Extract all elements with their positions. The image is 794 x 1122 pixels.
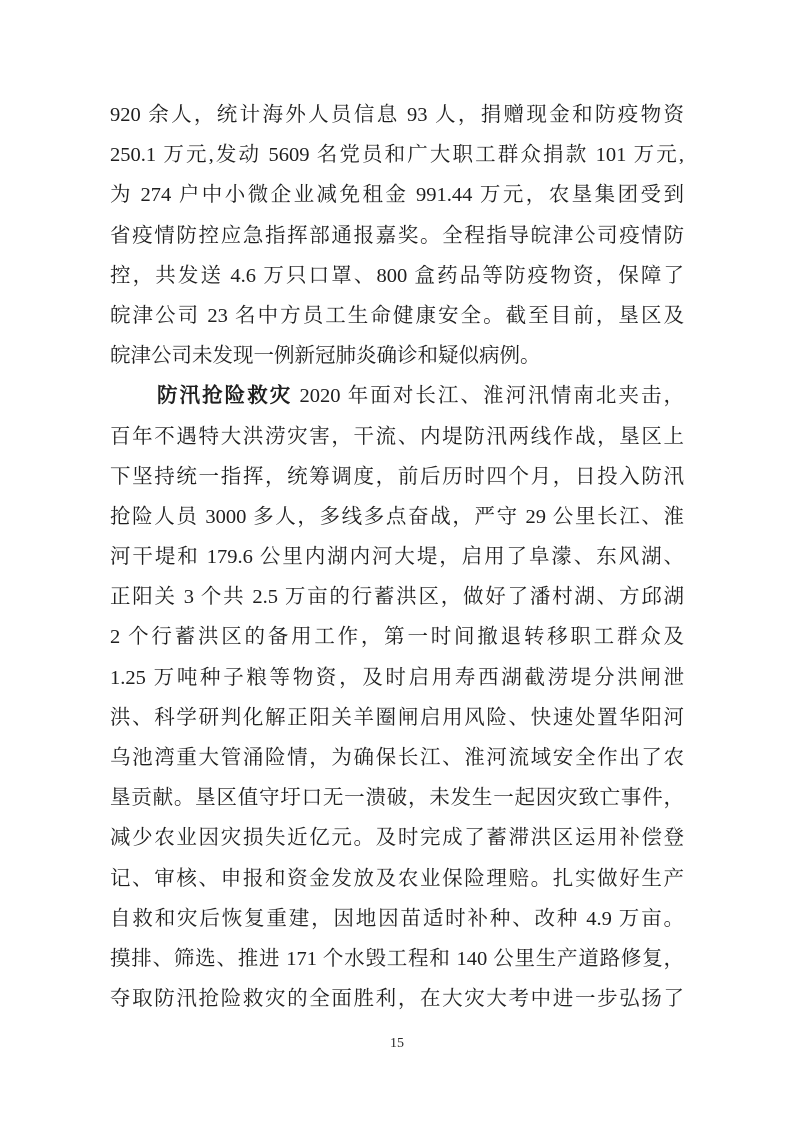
text-line: 百年不遇特大洪涝灾害，干流、内堤防汛两线作战，垦区上 xyxy=(110,425,684,448)
text-line: 河干堤和 179.6 公里内湖内河大堤，启用了阜濛、东风湖、 xyxy=(110,546,684,569)
paragraph-flood-control xyxy=(110,376,684,1019)
text-line: 控，共发送 4.6 万只口罩、800 盒药品等防疫物资，保障了 xyxy=(110,264,684,287)
text-line: 自救和灾后恢复重建，因地因苗适时补种、改种 4.9 万亩。 xyxy=(110,907,684,930)
text-line: 1.25 万吨种子粮等物资，及时启用寿西湖截涝堤分洪闸泄 xyxy=(110,666,684,689)
text-line: 摸排、筛选、推进 171 个水毁工程和 140 公里生产道路修复， xyxy=(110,947,684,970)
text-line: 正阳关 3 个共 2.5 万亩的行蓄洪区，做好了潘村湖、方邱湖 xyxy=(110,586,684,609)
text-line: 皖津公司未发现一例新冠肺炎确诊和疑似病例。 xyxy=(110,345,541,368)
text-line: 2 个行蓄洪区的备用工作，第一时间撤退转移职工群众及 xyxy=(110,626,684,649)
run-heading-rest: 2020 年面对长江、淮河汛情南北夹击， xyxy=(292,385,684,408)
text-line: 乌池湾重大管涌险情，为确保长江、淮河流域安全作出了农 xyxy=(110,747,684,769)
text-line: 省疫情防控应急指挥部通报嘉奖。全程指导皖津公司疫情防 xyxy=(110,224,684,247)
text-line: 250.1 万元,发动 5609 名党员和广大职工群众捐款 101 万元, xyxy=(110,144,684,167)
text-line: 下坚持统一指挥，统筹调度，前后历时四个月，日投入防汛 xyxy=(110,465,684,488)
text-line: 皖津公司 23 名中方员工生命健康安全。截至目前，垦区及 xyxy=(110,304,684,327)
run-section-heading: 防汛抢险救灾 xyxy=(157,385,293,408)
text-line: 抢险人员 3000 多人，多线多点奋战，严守 29 公里长江、淮 xyxy=(110,505,684,528)
text-line: 垦贡献。垦区值守圩口无一溃破，未发生一起因灾致亡事件， xyxy=(110,787,684,810)
paragraph-epidemic-relief xyxy=(110,95,684,376)
text-line: 夺取防汛抢险救灾的全面胜利，在大灾大考中进一步弘扬了 xyxy=(110,988,684,1011)
text-line: 洪、科学研判化解正阳关羊圈闸启用风险、快速处置华阳河 xyxy=(110,706,684,729)
page-number: 15 xyxy=(390,1036,404,1051)
text-line: 记、审核、申报和资金发放及农业保险理赔。扎实做好生产 xyxy=(110,867,684,890)
body-text xyxy=(110,95,684,1019)
text-line: 减少农业因灾损失近亿元。及时完成了蓄滞洪区运用补偿登 xyxy=(110,827,684,850)
text-line: 为 274 户中小微企业减免租金 991.44 万元，农垦集团受到 xyxy=(110,184,684,207)
text-line xyxy=(110,376,684,416)
text-line: 920 余人，统计海外人员信息 93 人，捐赠现金和防疫物资 xyxy=(110,104,684,126)
